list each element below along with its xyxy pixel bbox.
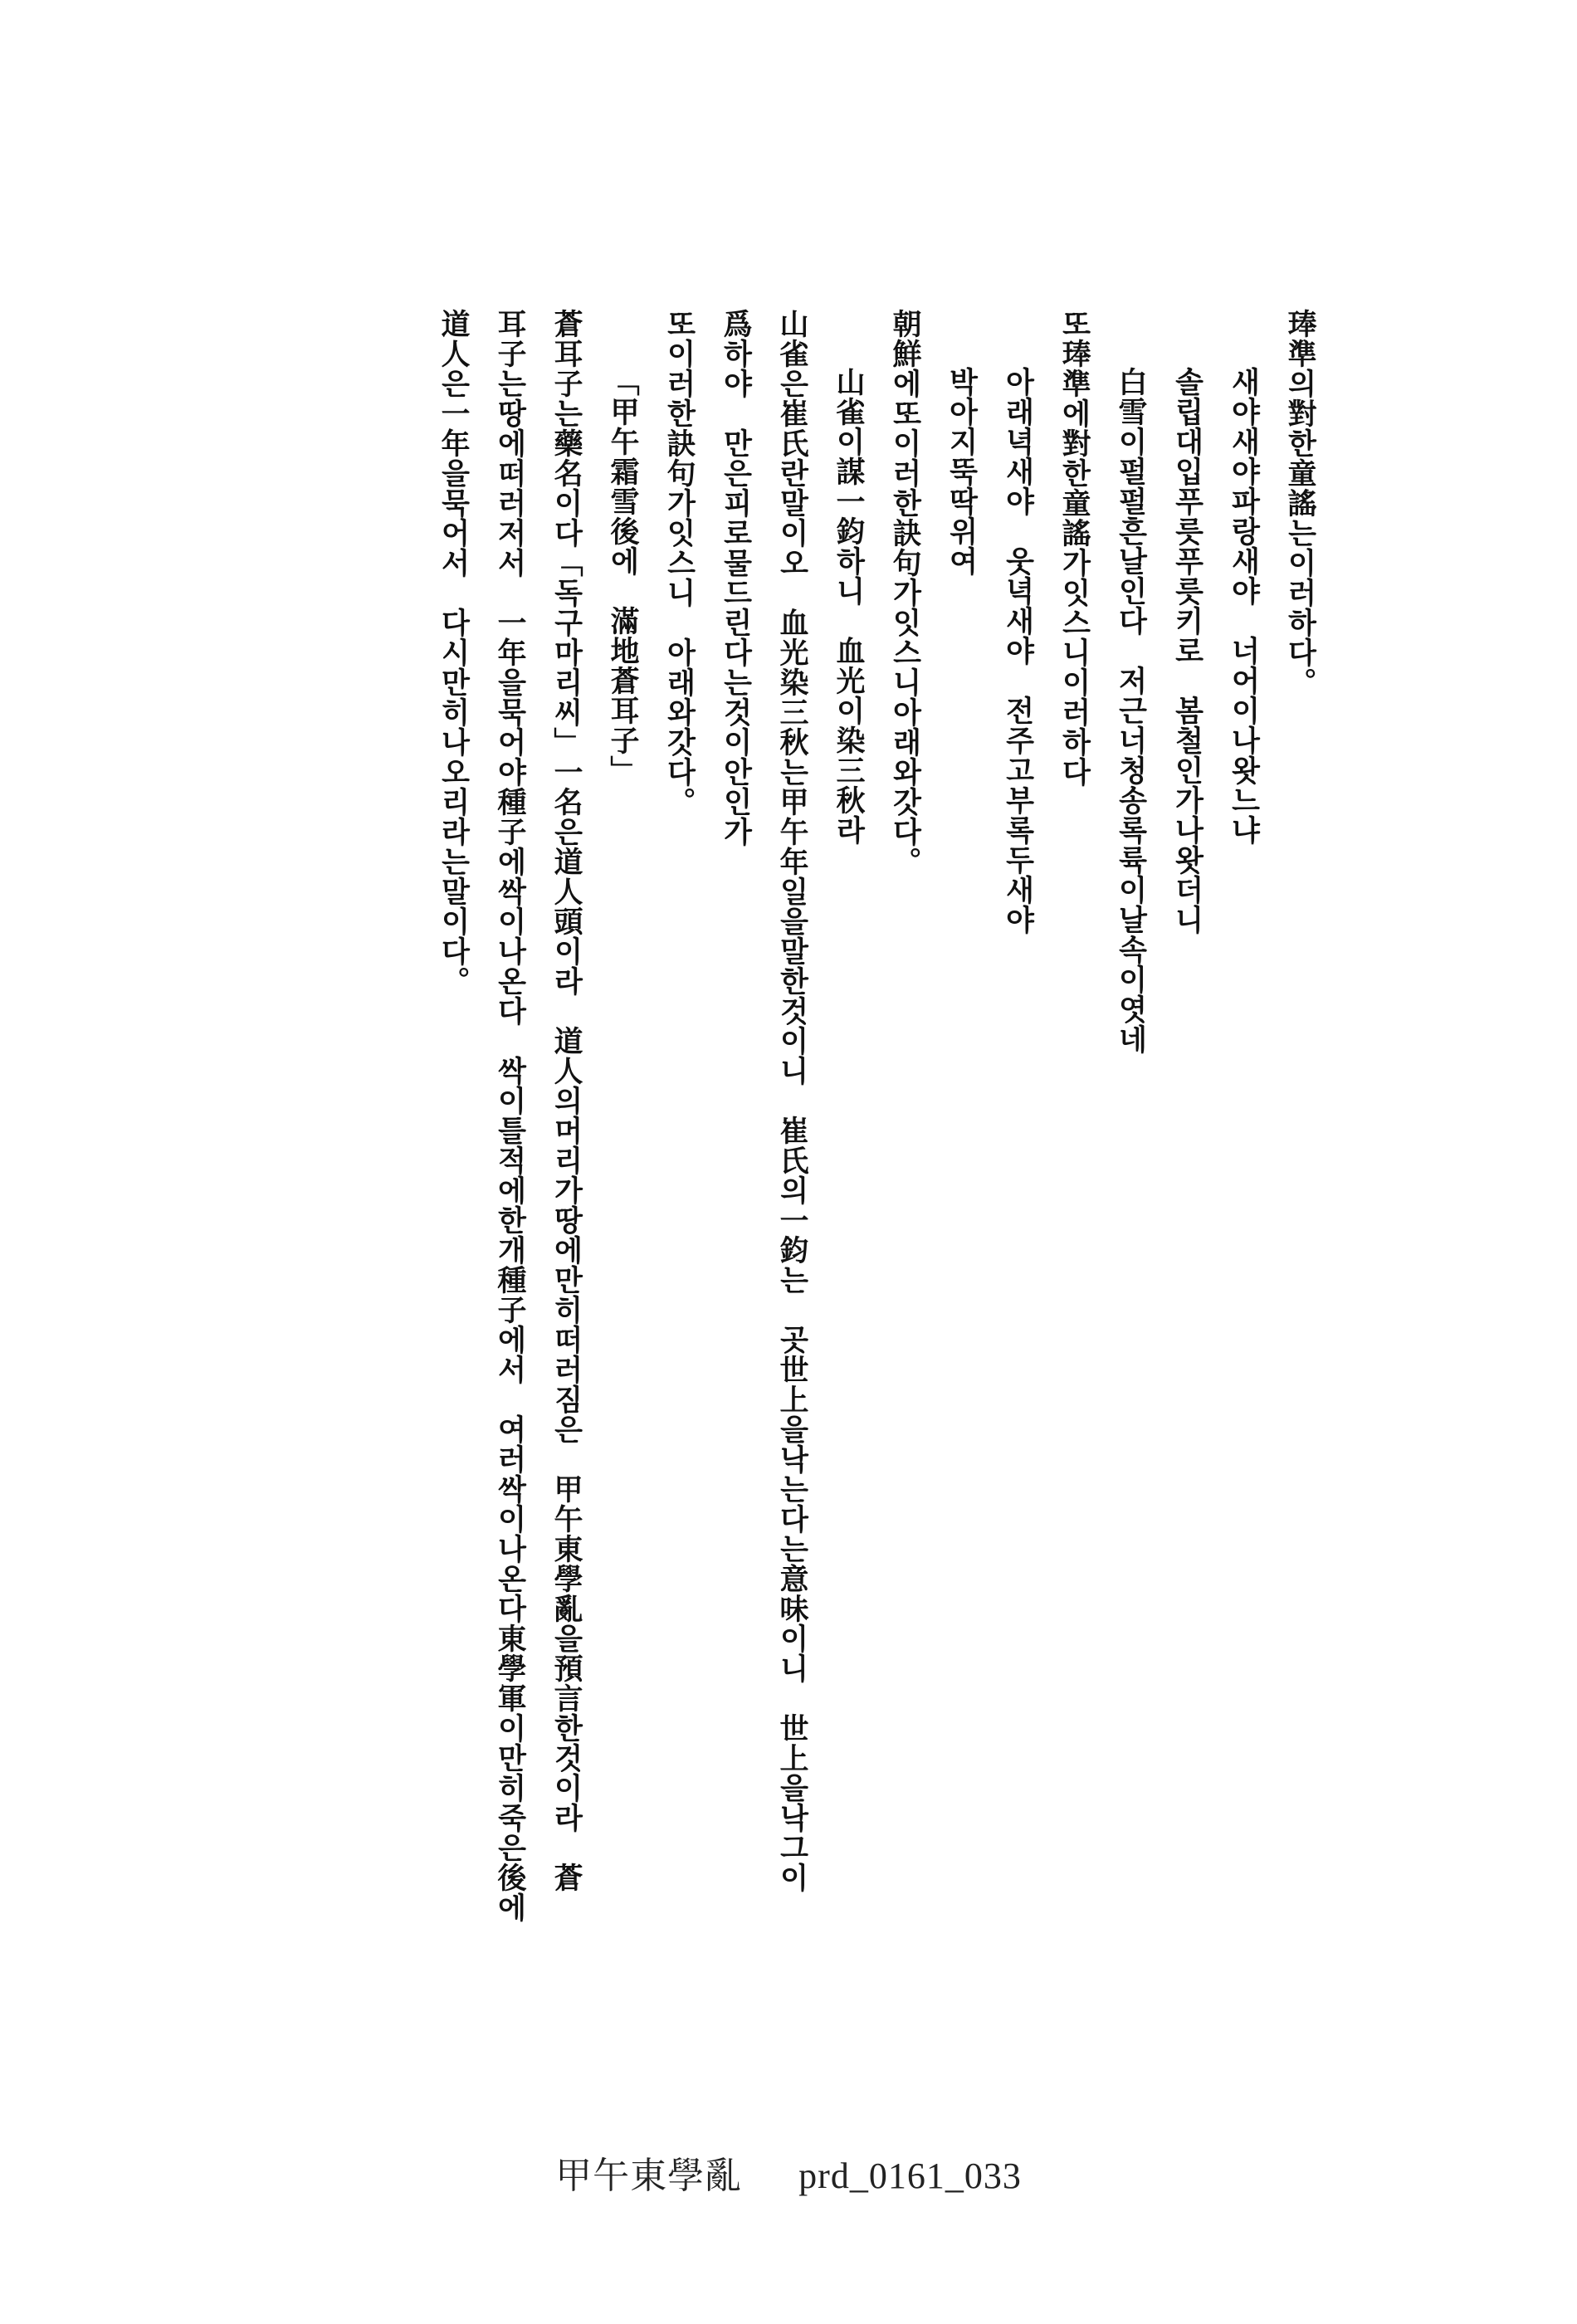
text-line: 朝鮮에또이러한訣句가잇스니아래와갓다。 xyxy=(888,309,922,876)
text-line: 새야새야파랑새야 너어이나왓느냐 xyxy=(1227,367,1261,845)
text-line: 白雪이펄펄흔날인다 저근너청송록륙이날속이엿네 xyxy=(1114,367,1148,1054)
text-line: 솔립대입푸릇푸릇키로 봄철인가나왓더니 xyxy=(1170,367,1204,935)
text-line: 또琫準에對한童謠가잇스니이러하다 xyxy=(1057,309,1091,787)
text-line: 爲하야 만은피로물드린다는것이안인가 xyxy=(719,309,753,847)
text-line: 박아지뚝딱위여 xyxy=(945,367,979,576)
text-line: 琫準의對한童謠는이러하다。 xyxy=(1283,309,1317,697)
text-line: 耳子는땅에떠러저서 一年을묵어야種子에싹이나온다 싹이틀적에한개種子에서 여러싹이나온다東學軍이만히죽은後에 xyxy=(493,309,527,1922)
text-line: 山雀이謀一鈞하니 血光이染三秋라 xyxy=(832,367,866,845)
text-line: 아래녁새야 웃녁새야 전주고부록두새야 xyxy=(1001,367,1035,935)
text-line: 또이러한訣句가잇스니 아래와갓다。 xyxy=(662,309,696,817)
vertical-text-body xyxy=(425,309,1328,2060)
footer-title: 甲午東學亂 xyxy=(555,2156,743,2196)
text-line: 山雀은崔氏란말이오 血光染三秋는甲午年일을말한것이니 崔氏의一鈞는 곳世上을낙는다는意味이니 世上을낙그이 xyxy=(775,309,809,1892)
page-footer xyxy=(0,2146,1577,2199)
text-line: 蒼耳子는藥名이다「독구마리씨」一名은道人頭이라 道人의머리가땅에만히떠러짐은 甲午東學亂을預言한것이라 蒼 xyxy=(549,309,583,1892)
text-line: 「甲午霜雪後에 滿地蒼耳子」 xyxy=(606,367,640,785)
text-line: 道人은一年을묵어서 다시만히나오리라는말이다。 xyxy=(437,309,471,996)
footer-page-id: prd_0161_033 xyxy=(798,2156,1022,2196)
